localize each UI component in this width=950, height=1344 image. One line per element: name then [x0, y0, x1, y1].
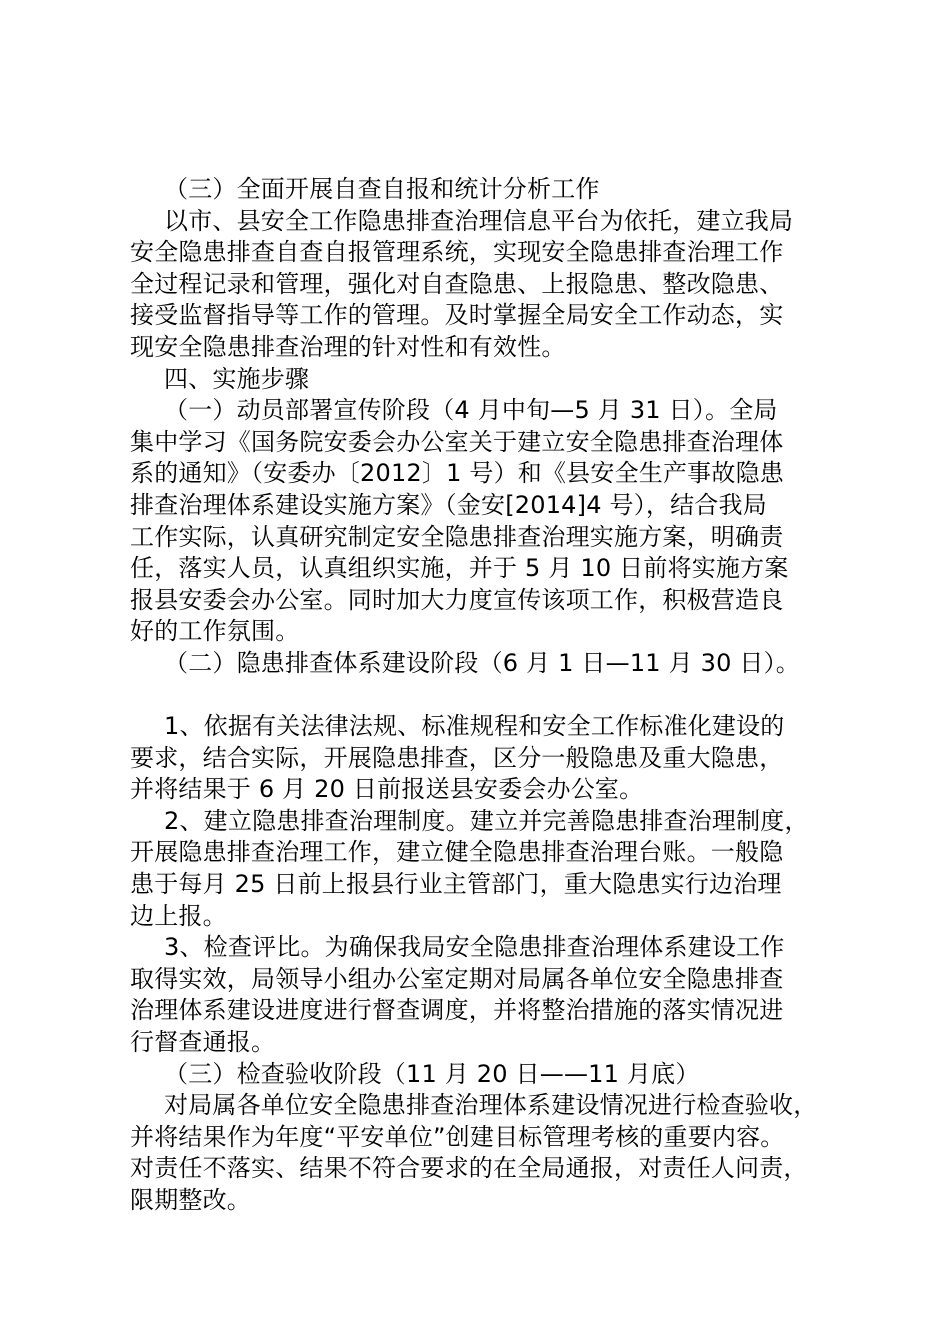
paragraph-line: 3、检查评比。为确保我局安全隐患排查治理体系建设工作: [164, 933, 785, 962]
paragraph-line: 好的工作氛围。: [130, 617, 300, 646]
paragraph-line: 现安全隐患排查治理的针对性和有效性。: [130, 332, 566, 361]
paragraph-line: 对局属各单位安全隐患排查治理体系建设情况进行检查验收，: [164, 1091, 818, 1120]
paragraph-line: 排查治理体系建设实施方案》（金安[2014]4 号），结合我局: [130, 490, 767, 519]
paragraph-line: 取得实效，局领导小组办公室定期对局属各单位安全隐患排查: [130, 964, 784, 993]
section-heading-acceptance: （三）检查验收阶段（11 月 20 日——11 月底）: [164, 1059, 700, 1088]
paragraph-line: 要求，结合实际，开展隐患排查，区分一般隐患及重大隐患，: [130, 743, 784, 772]
paragraph-line: 全过程记录和管理，强化对自查隐患、上报隐患、整改隐患、: [130, 269, 784, 298]
paragraph-line: 接受监督指导等工作的管理。及时掌握全局安全工作动态，实: [130, 301, 784, 330]
section-heading-steps: 四、实施步骤: [164, 364, 310, 393]
paragraph-line: 安全隐患排查自查自报管理系统，实现安全隐患排查治理工作: [130, 238, 784, 267]
paragraph-line: 边上报。: [130, 901, 227, 930]
paragraph-line: （一）动员部署宣传阶段（4 月中旬—5 月 31 日）。全局: [164, 396, 778, 425]
paragraph-line: 工作实际，认真研究制定安全隐患排查治理实施方案，明确责: [130, 522, 784, 551]
paragraph-line: 任，落实人员，认真组织实施，并于 5 月 10 日前将实施方案: [130, 554, 789, 583]
paragraph-line: 系的通知》（安委办〔2012〕1 号）和《县安全生产事故隐患: [130, 459, 784, 488]
paragraph-line: 2、建立隐患排查治理制度。建立并完善隐患排查治理制度，: [164, 806, 809, 835]
paragraph-line: 并将结果于 6 月 20 日前报送县安委会办公室。: [130, 775, 644, 804]
paragraph-line: 行督查通报。: [130, 1028, 276, 1057]
paragraph-line: 并将结果作为年度“平安单位”创建目标管理考核的重要内容。: [130, 1122, 785, 1151]
paragraph-line: 对责任不落实、结果不符合要求的在全局通报，对责任人问责，: [130, 1154, 808, 1183]
document-body: [130, 174, 842, 1217]
paragraph-line: 治理体系建设进度进行督查调度，并将整治措施的落实情况进: [130, 996, 784, 1025]
paragraph-line: 限期整改。: [130, 1186, 251, 1214]
paragraph-line: 以市、县安全工作隐患排查治理信息平台为依托，建立我局: [164, 206, 794, 235]
section-heading-self-check: （三）全面开展自查自报和统计分析工作: [164, 175, 600, 203]
paragraph-line: 开展隐患排查治理工作，建立健全隐患排查治理台账。一般隐: [130, 838, 784, 867]
paragraph-line: 集中学习《国务院安委会办公室关于建立安全隐患排查治理体: [130, 427, 784, 456]
paragraph-line: 患于每月 25 日前上报县行业主管部门，重大隐患实行边治理: [130, 870, 782, 899]
blank-line: [130, 680, 842, 712]
section-heading-stage-two: （二）隐患排查体系建设阶段（6 月 1 日—11 月 30 日）。: [164, 648, 800, 677]
paragraph-line: 1、依据有关法律法规、标准规程和安全工作标准化建设的: [164, 712, 785, 741]
paragraph-line: 报县安委会办公室。同时加大力度宣传该项工作，积极营造良: [130, 585, 784, 614]
